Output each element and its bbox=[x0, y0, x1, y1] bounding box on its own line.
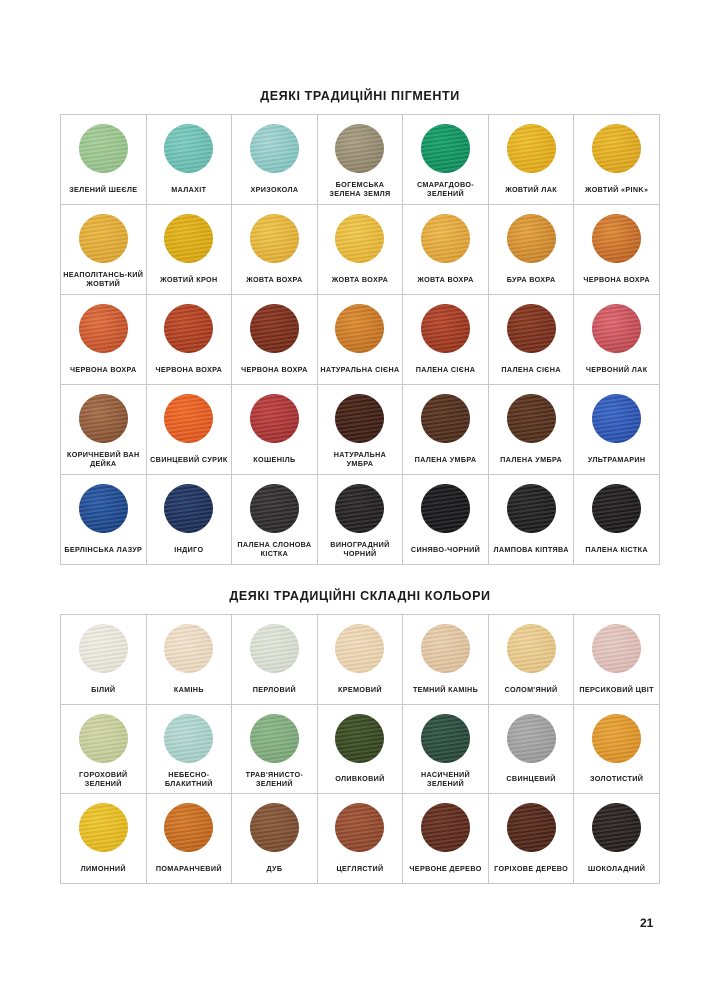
color-label: КАМІНЬ bbox=[173, 684, 204, 694]
color-swatch bbox=[335, 304, 384, 353]
color-label: ПАЛЕНА УМБРА bbox=[414, 454, 477, 464]
color-cell bbox=[318, 115, 404, 205]
color-label: ЧЕРВОНЕ ДЕРЕВО bbox=[409, 864, 482, 874]
color-swatch bbox=[592, 124, 641, 173]
color-label: ГОРІХОВЕ ДЕРЕВО bbox=[494, 864, 569, 874]
color-label: ЦЕГЛЯСТИЙ bbox=[336, 864, 384, 874]
color-swatch bbox=[79, 484, 128, 533]
color-cell bbox=[61, 615, 147, 705]
color-swatch bbox=[250, 803, 299, 852]
color-swatch bbox=[421, 803, 470, 852]
color-cell bbox=[147, 794, 233, 884]
color-cell bbox=[61, 705, 147, 795]
color-cell bbox=[147, 385, 233, 475]
color-label: КОРИЧНЕВИЙ ВАН ДЕЙКА bbox=[66, 450, 140, 468]
color-label: НАТУРАЛЬНА УМБРА bbox=[333, 450, 387, 468]
color-label: ІНДИГО bbox=[174, 544, 204, 554]
color-label: ЧЕРВОНИЙ ЛАК bbox=[585, 364, 648, 374]
color-cell bbox=[574, 385, 660, 475]
section-title-pigments: ДЕЯКІ ТРАДИЦІЙНІ ПІГМЕНТИ bbox=[260, 89, 460, 103]
color-swatch bbox=[79, 394, 128, 443]
color-cell bbox=[232, 295, 318, 385]
color-cell bbox=[318, 385, 404, 475]
mixed-colors-grid bbox=[60, 614, 660, 884]
color-cell bbox=[489, 385, 575, 475]
color-label: ГОРОХОВИЙ ЗЕЛЕНИЙ bbox=[79, 770, 128, 788]
color-swatch bbox=[250, 124, 299, 173]
color-swatch bbox=[250, 304, 299, 353]
color-label: УЛЬТРАМАРИН bbox=[587, 454, 646, 464]
color-label: ЖОВТИЙ ЛАК bbox=[505, 184, 557, 194]
color-swatch bbox=[421, 394, 470, 443]
color-cell bbox=[318, 295, 404, 385]
color-cell bbox=[489, 794, 575, 884]
color-cell bbox=[318, 705, 404, 795]
color-swatch bbox=[164, 484, 213, 533]
color-swatch bbox=[421, 624, 470, 673]
color-cell bbox=[489, 295, 575, 385]
color-label: СВИНЦЕВИЙ bbox=[506, 774, 556, 784]
color-swatch bbox=[250, 624, 299, 673]
color-cell bbox=[403, 385, 489, 475]
color-cell bbox=[489, 615, 575, 705]
color-swatch bbox=[250, 714, 299, 763]
color-swatch bbox=[335, 714, 384, 763]
color-label: ЗОЛОТИСТИЙ bbox=[590, 774, 644, 784]
color-cell bbox=[147, 705, 233, 795]
color-label: ЖОВТИЙ КРОН bbox=[160, 274, 218, 284]
color-swatch bbox=[507, 124, 556, 173]
color-cell bbox=[489, 475, 575, 565]
color-swatch bbox=[164, 214, 213, 263]
color-cell bbox=[232, 115, 318, 205]
color-swatch bbox=[335, 214, 384, 263]
color-label: ЧЕРВОНА ВОХРА bbox=[69, 364, 137, 374]
color-swatch bbox=[164, 803, 213, 852]
color-label: СМАРАГДОВО-ЗЕЛЕНИЙ bbox=[416, 180, 475, 198]
color-swatch bbox=[79, 214, 128, 263]
color-swatch bbox=[421, 124, 470, 173]
color-swatch bbox=[592, 484, 641, 533]
color-label: НАСИЧЕНИЙ ЗЕЛЕНИЙ bbox=[420, 770, 471, 788]
color-label: ЧЕРВОНА ВОХРА bbox=[155, 364, 223, 374]
color-label: ЧЕРВОНА ВОХРА bbox=[583, 274, 650, 284]
color-cell bbox=[61, 475, 147, 565]
color-cell bbox=[61, 385, 147, 475]
color-label: ЛИМОННИЙ bbox=[80, 864, 126, 874]
color-label: НЕАПОЛІТАНСЬ-КИЙ ЖОВТИЙ bbox=[63, 270, 144, 288]
color-label: ЗЕЛЕНИЙ ШЕЄЛЕ bbox=[69, 184, 138, 194]
color-label: ПАЛЕНА СЛОНОВА КІСТКА bbox=[237, 540, 312, 558]
color-cell bbox=[574, 794, 660, 884]
color-label: ПАЛЕНА КІСТКА bbox=[585, 544, 648, 554]
color-swatch bbox=[507, 304, 556, 353]
color-swatch bbox=[79, 304, 128, 353]
color-label: КРЕМОВИЙ bbox=[338, 684, 382, 694]
page-number: 21 bbox=[640, 916, 654, 930]
color-swatch bbox=[507, 803, 556, 852]
color-swatch bbox=[507, 714, 556, 763]
color-cell bbox=[403, 295, 489, 385]
color-label: ЧЕРВОНА ВОХРА bbox=[241, 364, 308, 374]
color-swatch bbox=[164, 714, 213, 763]
color-cell bbox=[61, 295, 147, 385]
color-swatch bbox=[507, 624, 556, 673]
color-swatch bbox=[592, 304, 641, 353]
color-cell bbox=[403, 205, 489, 295]
color-swatch bbox=[421, 304, 470, 353]
color-swatch bbox=[592, 803, 641, 852]
color-cell bbox=[232, 615, 318, 705]
color-label: НАТУРАЛЬНА СІЄНА bbox=[320, 364, 400, 374]
color-label: СВИНЦЕВИЙ СУРИК bbox=[150, 454, 228, 464]
color-label: ПЕРСИКОВИЙ ЦВІТ bbox=[579, 684, 654, 694]
color-swatch bbox=[164, 624, 213, 673]
color-cell bbox=[61, 205, 147, 295]
color-cell bbox=[403, 705, 489, 795]
color-label: КОШЕНІЛЬ bbox=[253, 454, 296, 464]
color-cell bbox=[318, 794, 404, 884]
color-label: ПАЛЕНА СІЄНА bbox=[415, 364, 476, 374]
color-label: ПОМАРАНЧЕВИЙ bbox=[155, 864, 222, 874]
color-label: БІЛИЙ bbox=[91, 684, 116, 694]
color-swatch bbox=[250, 484, 299, 533]
color-cell bbox=[574, 205, 660, 295]
color-label: ПЕРЛОВИЙ bbox=[252, 684, 297, 694]
color-swatch bbox=[592, 214, 641, 263]
color-cell bbox=[403, 615, 489, 705]
color-swatch bbox=[164, 394, 213, 443]
color-cell bbox=[574, 475, 660, 565]
color-label: ТРАВ'ЯНИСТО-ЗЕЛЕНИЙ bbox=[245, 770, 304, 788]
color-swatch bbox=[335, 624, 384, 673]
color-swatch bbox=[250, 394, 299, 443]
color-swatch bbox=[592, 624, 641, 673]
color-label: ОЛИВКОВИЙ bbox=[335, 774, 385, 784]
color-swatch bbox=[507, 484, 556, 533]
color-label: БУРА ВОХРА bbox=[506, 274, 556, 284]
color-label: СОЛОМ'ЯНИЙ bbox=[504, 684, 558, 694]
color-swatch bbox=[421, 484, 470, 533]
pigments-grid bbox=[60, 114, 660, 565]
color-cell bbox=[61, 794, 147, 884]
color-cell bbox=[232, 705, 318, 795]
color-label: ШОКОЛАДНИЙ bbox=[588, 864, 646, 874]
color-swatch bbox=[79, 714, 128, 763]
color-cell bbox=[147, 115, 233, 205]
color-swatch bbox=[592, 394, 641, 443]
color-cell bbox=[574, 115, 660, 205]
color-label: НЕБЕСНО-БЛАКИТНИЙ bbox=[164, 770, 213, 788]
color-cell bbox=[489, 205, 575, 295]
color-cell bbox=[574, 615, 660, 705]
color-cell bbox=[574, 295, 660, 385]
color-label: БОГЕМСЬКА ЗЕЛЕНА ЗЕМЛЯ bbox=[329, 180, 391, 198]
color-swatch bbox=[79, 124, 128, 173]
color-cell bbox=[232, 475, 318, 565]
color-label: ЖОВТА ВОХРА bbox=[246, 274, 303, 284]
color-label: ЖОВТА ВОХРА bbox=[331, 274, 389, 284]
color-cell bbox=[318, 475, 404, 565]
color-cell bbox=[61, 115, 147, 205]
color-cell bbox=[318, 615, 404, 705]
color-swatch bbox=[164, 304, 213, 353]
color-label: ЛАМПОВА КІПТЯВА bbox=[493, 544, 569, 554]
section-title-mixed-colors: ДЕЯКІ ТРАДИЦІЙНІ СКЛАДНІ КОЛЬОРИ bbox=[229, 589, 491, 603]
color-cell bbox=[232, 794, 318, 884]
color-swatch bbox=[79, 803, 128, 852]
color-label: ЖОВТИЙ «PINK» bbox=[584, 184, 649, 194]
color-label: МАЛАХІТ bbox=[171, 184, 207, 194]
color-swatch bbox=[421, 714, 470, 763]
color-cell bbox=[147, 205, 233, 295]
color-label: ВИНОГРАДНИЙ ЧОРНИЙ bbox=[330, 540, 390, 558]
color-label: ТЕМНИЙ КАМІНЬ bbox=[412, 684, 479, 694]
color-cell bbox=[147, 615, 233, 705]
color-cell bbox=[147, 295, 233, 385]
color-label: СИНЯВО-ЧОРНИЙ bbox=[410, 544, 481, 554]
color-swatch bbox=[421, 214, 470, 263]
color-cell bbox=[574, 705, 660, 795]
color-swatch bbox=[79, 624, 128, 673]
color-label: ПАЛЕНА СІЄНА bbox=[501, 364, 561, 374]
color-label: ДУБ bbox=[266, 864, 283, 874]
color-cell bbox=[489, 705, 575, 795]
color-swatch bbox=[164, 124, 213, 173]
color-cell bbox=[403, 794, 489, 884]
color-swatch bbox=[335, 803, 384, 852]
color-swatch bbox=[507, 394, 556, 443]
color-swatch bbox=[335, 394, 384, 443]
color-cell bbox=[147, 475, 233, 565]
color-cell bbox=[403, 475, 489, 565]
color-cell bbox=[232, 385, 318, 475]
color-label: ХРИЗОКОЛА bbox=[250, 184, 299, 194]
color-cell bbox=[232, 205, 318, 295]
color-cell bbox=[403, 115, 489, 205]
color-swatch bbox=[592, 714, 641, 763]
color-swatch bbox=[335, 484, 384, 533]
color-label: ЖОВТА ВОХРА bbox=[417, 274, 474, 284]
color-label: БЕРЛІНСЬКА ЛАЗУР bbox=[64, 544, 143, 554]
color-label: ПАЛЕНА УМБРА bbox=[500, 454, 563, 464]
color-swatch bbox=[507, 214, 556, 263]
color-swatch bbox=[250, 214, 299, 263]
color-swatch bbox=[335, 124, 384, 173]
color-cell bbox=[318, 205, 404, 295]
color-cell bbox=[489, 115, 575, 205]
